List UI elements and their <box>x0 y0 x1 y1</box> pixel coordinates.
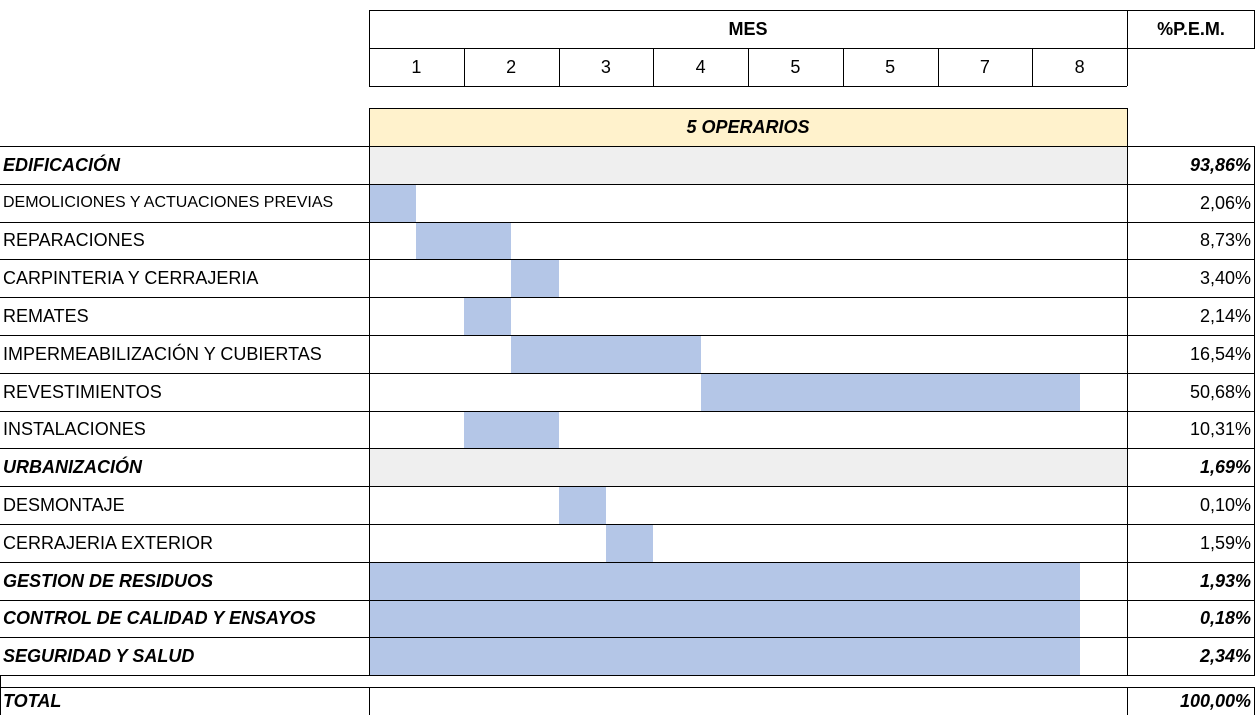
month-label: 3 <box>600 57 611 77</box>
gantt-bar <box>464 412 559 449</box>
row-line <box>0 524 1255 525</box>
gantt-bar <box>369 638 1080 675</box>
task-label: SEGURIDAD Y SALUD <box>3 646 195 667</box>
month-label: 2 <box>506 57 517 77</box>
header-border <box>369 86 1127 87</box>
task-label: IMPERMEABILIZACIÓN Y CUBIERTAS <box>3 343 322 364</box>
gantt-bar <box>511 260 558 297</box>
crew-label: 5 OPERARIOS <box>686 117 810 137</box>
task-pem: 16,54% <box>1189 343 1251 364</box>
task-label: CONTROL DE CALIDAD Y ENSAYOS <box>3 608 316 629</box>
task-label: REPARACIONES <box>3 230 145 251</box>
task-label: DEMOLICIONES Y ACTUACIONES PREVIAS <box>3 193 334 211</box>
row-line <box>0 486 1255 487</box>
row-line <box>0 335 1255 336</box>
task-label: REVESTIMIENTOS <box>3 381 162 402</box>
gantt-bar <box>511 336 701 373</box>
row-line <box>0 259 1255 260</box>
gantt-bar <box>559 487 606 524</box>
task-pem: 50,68% <box>1189 381 1251 402</box>
task-pem: 2,34% <box>1199 646 1251 667</box>
row-line <box>0 675 1255 676</box>
month-label: 7 <box>979 57 990 77</box>
gantt-bar <box>369 185 416 222</box>
total-label: TOTAL <box>3 691 62 711</box>
gantt-bar <box>369 563 1080 600</box>
task-label: INSTALACIONES <box>3 419 146 440</box>
row-line <box>0 562 1255 563</box>
task-pem: 3,40% <box>1199 268 1251 289</box>
mes-header: MES <box>728 19 768 39</box>
pem-header: %P.E.M. <box>1157 19 1225 39</box>
task-label: DESMONTAJE <box>3 495 125 516</box>
group-pem: 1,69% <box>1199 457 1251 478</box>
group-pem: 93,86% <box>1189 154 1251 175</box>
gantt-bar <box>606 525 653 562</box>
row-line <box>0 146 1255 147</box>
task-pem: 0,10% <box>1199 495 1251 516</box>
month-label: 8 <box>1074 57 1085 77</box>
group-band <box>369 146 1127 184</box>
task-pem: 1,93% <box>1199 570 1251 591</box>
row-line <box>0 448 1255 449</box>
group-label: URBANIZACIÓN <box>3 457 142 478</box>
task-pem: 1,59% <box>1199 532 1251 553</box>
task-pem: 10,31% <box>1189 419 1251 440</box>
row-line <box>0 600 1255 601</box>
gantt-bar <box>416 223 511 260</box>
month-label: 1 <box>411 57 422 77</box>
row-line <box>0 222 1255 223</box>
task-pem: 2,06% <box>1199 192 1251 213</box>
column-border <box>369 146 370 675</box>
month-label: 5 <box>790 57 801 77</box>
row-line <box>0 411 1255 412</box>
task-label: CERRAJERIA EXTERIOR <box>3 532 214 553</box>
task-label: CARPINTERIA Y CERRAJERIA <box>3 268 259 289</box>
row-line <box>0 637 1255 638</box>
task-pem: 0,18% <box>1199 608 1251 629</box>
group-band <box>369 448 1127 486</box>
row-line <box>0 184 1255 185</box>
task-pem: 8,73% <box>1199 230 1251 251</box>
row-line <box>0 373 1255 374</box>
task-pem: 2,14% <box>1199 306 1251 327</box>
month-label: 5 <box>885 57 896 77</box>
total-border <box>369 687 370 715</box>
gantt-bar <box>464 298 511 335</box>
gantt-bar <box>701 374 1080 411</box>
total-pem: 100,00% <box>1179 691 1251 711</box>
row-line <box>0 297 1255 298</box>
crew-border <box>1127 108 1128 146</box>
task-label: GESTION DE RESIDUOS <box>3 570 214 591</box>
gantt-bar <box>369 601 1080 638</box>
month-label: 4 <box>695 57 706 77</box>
task-label: REMATES <box>3 306 89 327</box>
column-border <box>1127 146 1128 675</box>
group-label: EDIFICACIÓN <box>3 154 120 175</box>
